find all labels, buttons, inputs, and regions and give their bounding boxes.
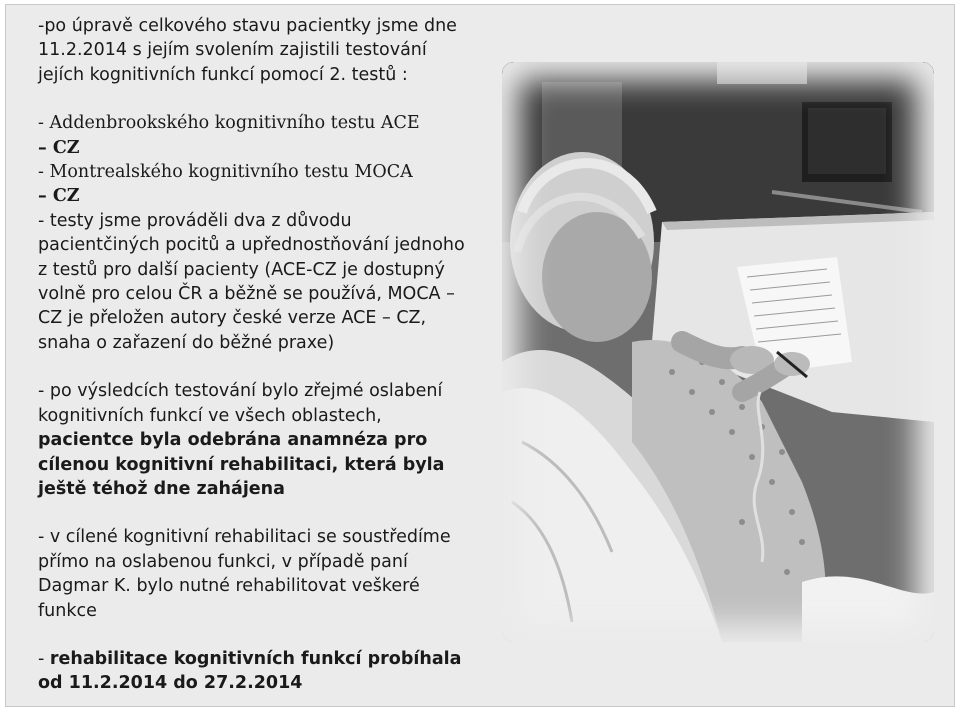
focus-paragraph [38,525,488,623]
results-paragraph [38,379,488,501]
text-line: volně pro celou ČR a běžně se používá, MOCA – [38,284,455,305]
text-line: 11.2.2014 s jejím svolením zajistili testování [38,40,427,61]
text-line: jejích kognitivních funkcí pomocí 2. testů : [38,64,408,85]
text-line: - v cílené kognitivní rehabilitaci se soustředíme [38,527,451,548]
text-line: pacientčiných pocitů a upřednostňování jednoho [38,235,465,256]
intro-paragraph [38,14,488,87]
text-line: - testy jsme prováděli dva z důvodu [38,210,352,231]
test-ace-line: - Addenbrookského kognitivního testu ACE [38,113,420,134]
text-line-bold: od 11.2.2014 do 27.2.2014 [38,673,303,694]
spacer [38,87,488,111]
text-line: funkce [38,600,97,621]
spacer [38,623,488,647]
test-ace-suffix: – CZ [38,137,80,158]
spacer [38,501,488,525]
text-line-bold: pacientce byla odebrána anamnéza pro [38,430,428,451]
text-line: - po výsledcích testování bylo zřejmé oslabení [38,381,443,402]
text-line-bold: cílenou kognitivní rehabilitaci, která byla [38,454,445,475]
text-line [38,647,488,671]
photo-illustration [502,62,934,642]
text-column [38,14,488,696]
text-line: CZ je přeložen autory české verze ACE – CZ, [38,308,427,329]
spacer [38,355,488,379]
text-line-bold: ještě téhož dne zahájena [38,478,285,499]
test-moca-suffix: – CZ [38,186,80,207]
text-line: přímo na oslabenou funkci, v případě paní [38,551,408,572]
test-moca-line: - Montrealského kognitivního testu MOCA [38,162,413,183]
text-line: Dagmar K. bylo nutné rehabilitovat veškeré [38,576,420,597]
dash-prefix: - [38,648,50,669]
ongoing-bold-text: rehabilitace kognitivních funkcí probíhala [49,648,462,669]
reason-paragraph [38,209,488,355]
text-line: z testů pro další pacienty (ACE-CZ je dostupný [38,259,445,280]
patient-writing-photo [502,62,934,642]
text-line: kognitivních funkcí ve všech oblastech, [38,405,382,426]
tests-list [38,111,488,209]
text-line: -po úpravě celkového stavu pacientky jsme dne [38,16,457,36]
text-line: snaha o zařazení do běžné praxe) [38,332,335,353]
ongoing-paragraph [38,647,488,696]
